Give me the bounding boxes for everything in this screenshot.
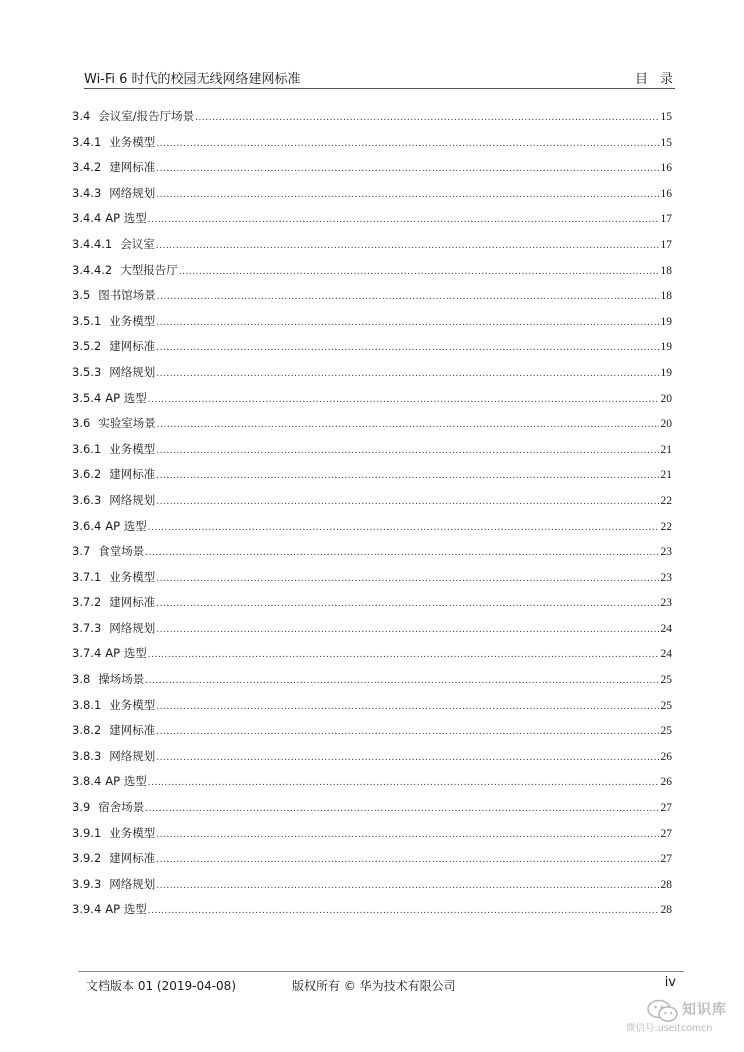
toc-leader [156, 186, 658, 204]
toc-page-number: 27 [660, 802, 672, 815]
toc-page-number: 22 [660, 520, 672, 533]
toc-number: 3.4.2 [72, 160, 102, 175]
toc-number: 3.6.1 [72, 441, 102, 456]
toc-entry[interactable] [72, 261, 672, 287]
toc-number: 3.4 [72, 109, 91, 123]
toc-label: 建网标准 [109, 467, 156, 482]
toc-number: 3.4.4.2 [72, 262, 113, 277]
toc-entry[interactable] [72, 312, 672, 338]
toc-label: 网络规划 [109, 876, 156, 891]
toc-page-number: 18 [660, 264, 672, 277]
toc-leader [156, 851, 658, 869]
toc-number: 3.5.3 [72, 364, 102, 379]
toc-entry[interactable] [72, 542, 672, 568]
toc-page-number: 26 [660, 750, 672, 763]
toc-page-number: 18 [660, 290, 672, 303]
toc-entry[interactable] [72, 619, 672, 645]
toc-entry[interactable] [72, 568, 672, 594]
toc-label: 图书馆场景 [98, 288, 156, 303]
toc-number: 3.5.2 [72, 339, 102, 354]
toc-label: 宿舍场景 [98, 800, 145, 815]
toc-label: 业务模型 [109, 825, 156, 840]
toc-page-number: 23 [660, 546, 672, 559]
toc-entry[interactable] [72, 517, 672, 543]
toc-leader [156, 493, 658, 511]
toc-entry[interactable] [72, 900, 672, 926]
toc-number: 3.7.2 [72, 595, 102, 610]
toc-leader [157, 288, 659, 306]
toc-label: 建网标准 [109, 595, 156, 610]
toc-label: 建网标准 [109, 851, 156, 866]
toc-entry[interactable] [72, 849, 672, 875]
watermark [626, 996, 742, 1036]
toc-leader [145, 544, 658, 562]
toc-leader [148, 211, 659, 229]
toc-page-number: 27 [660, 827, 672, 840]
toc-label: 会议室 [120, 236, 155, 251]
toc-page-number: 25 [660, 674, 672, 687]
toc-number: 3.8.1 [72, 697, 102, 712]
toc-page-number: 22 [660, 494, 672, 507]
toc-leader [156, 723, 658, 741]
toc-number: 3.9 [72, 800, 91, 815]
toc-page-number: 28 [660, 878, 672, 891]
toc-entry[interactable] [72, 465, 672, 491]
toc-number: 3.6 [72, 416, 91, 431]
toc-number: 3.8.2 [72, 723, 102, 738]
toc-number: 3.7.4 [72, 646, 102, 661]
toc-entry[interactable] [72, 209, 672, 235]
toc-leader [156, 570, 658, 588]
table-of-contents [72, 107, 672, 926]
toc-leader [156, 135, 658, 153]
toc-entry[interactable] [72, 158, 672, 184]
toc-leader [195, 109, 658, 127]
toc-leader [156, 314, 658, 332]
toc-number: 3.8.4 [72, 774, 102, 789]
toc-leader [156, 237, 659, 255]
toc-leader [179, 263, 659, 281]
watermark-id: 微信号:useitcomcn [626, 1023, 713, 1034]
toc-label: 操场场景 [98, 672, 145, 687]
page-footer [78, 971, 684, 1000]
toc-label: 网络规划 [109, 748, 156, 763]
toc-leader [156, 698, 658, 716]
toc-number: 3.9.1 [72, 825, 102, 840]
toc-page-number: 17 [660, 213, 672, 226]
toc-page-number: 16 [660, 187, 672, 200]
toc-entry[interactable] [72, 235, 672, 261]
toc-leader [156, 749, 658, 767]
toc-label: AP 选型 [105, 902, 147, 917]
toc-label: 网络规划 [109, 620, 156, 635]
toc-page-number: 25 [660, 725, 672, 738]
watermark-name: 知识库 [682, 1002, 727, 1018]
toc-leader [145, 672, 658, 690]
section-title: 目录 [634, 72, 685, 87]
toc-number: 3.5.4 [72, 390, 102, 405]
toc-page-number: 23 [660, 597, 672, 610]
toc-entry[interactable] [72, 363, 672, 389]
toc-label: 实验室场景 [98, 416, 156, 431]
toc-entry[interactable] [72, 389, 672, 415]
toc-label: 业务模型 [109, 441, 156, 456]
toc-leader [148, 519, 659, 537]
toc-entry[interactable] [72, 414, 672, 440]
toc-label: 大型报告厅 [120, 262, 178, 277]
toc-leader [145, 800, 658, 818]
document-title: Wi-Fi 6 时代的校园无线网络建网标准 [84, 72, 301, 87]
toc-label: 建网标准 [109, 723, 156, 738]
toc-leader [156, 467, 658, 485]
toc-leader [148, 391, 659, 409]
toc-page-number: 19 [660, 341, 672, 354]
toc-label: AP 选型 [105, 390, 147, 405]
toc-leader [156, 339, 658, 357]
toc-entry[interactable] [72, 107, 672, 133]
toc-entry[interactable] [72, 696, 672, 722]
toc-number: 3.4.1 [72, 134, 102, 149]
toc-entry[interactable] [72, 286, 672, 312]
toc-label: 业务模型 [109, 313, 156, 328]
toc-number: 3.5 [72, 288, 91, 303]
toc-leader [157, 416, 659, 434]
toc-label: 网络规划 [109, 185, 156, 200]
toc-page-number: 15 [660, 136, 672, 149]
copyright-notice: 版权所有 © 华为技术有限公司 [292, 979, 456, 993]
toc-leader [148, 646, 659, 664]
toc-number: 3.6.2 [72, 467, 102, 482]
toc-leader [148, 774, 659, 792]
toc-label: AP 选型 [105, 774, 147, 789]
toc-label: 业务模型 [109, 134, 156, 149]
toc-page-number: 20 [660, 418, 672, 431]
toc-number: 3.9.2 [72, 851, 102, 866]
toc-label: 食堂场景 [98, 544, 145, 559]
toc-leader [148, 902, 659, 920]
toc-label: 网络规划 [109, 492, 156, 507]
toc-label: 建网标准 [109, 160, 156, 175]
toc-page-number: 26 [660, 776, 672, 789]
toc-number: 3.6.4 [72, 518, 102, 533]
toc-number: 3.8 [72, 672, 91, 687]
page-number: iv [664, 975, 676, 990]
toc-number: 3.4.4 [72, 211, 102, 226]
toc-entry[interactable] [72, 721, 672, 747]
toc-leader [156, 621, 658, 639]
toc-page-number: 16 [660, 162, 672, 175]
toc-entry[interactable] [72, 670, 672, 696]
toc-number: 3.6.3 [72, 492, 102, 507]
toc-number: 3.9.4 [72, 902, 102, 917]
toc-entry[interactable] [72, 798, 672, 824]
toc-number: 3.4.4.1 [72, 236, 113, 251]
toc-leader [156, 877, 658, 895]
toc-page-number: 24 [660, 622, 672, 635]
toc-number: 3.9.3 [72, 876, 102, 891]
toc-label: AP 选型 [105, 211, 147, 226]
toc-number: 3.5.1 [72, 313, 102, 328]
toc-page-number: 24 [660, 648, 672, 661]
toc-leader [156, 442, 658, 460]
toc-number: 3.7.1 [72, 569, 102, 584]
toc-page-number: 23 [660, 571, 672, 584]
toc-page-number: 19 [660, 315, 672, 328]
toc-entry[interactable] [72, 875, 672, 901]
toc-page-number: 17 [660, 238, 672, 251]
toc-number: 3.7 [72, 544, 91, 559]
toc-entry[interactable] [72, 644, 672, 670]
toc-leader [156, 365, 658, 383]
toc-page-number: 25 [660, 699, 672, 712]
toc-page-number: 20 [660, 392, 672, 405]
toc-page-number: 21 [660, 443, 672, 456]
toc-leader [156, 595, 658, 613]
toc-entry[interactable] [72, 491, 672, 517]
toc-label: 建网标准 [109, 339, 156, 354]
toc-entry[interactable] [72, 184, 672, 210]
toc-number: 3.8.3 [72, 748, 102, 763]
toc-label: 网络规划 [109, 364, 156, 379]
toc-page-number: 27 [660, 853, 672, 866]
toc-label: AP 选型 [105, 646, 147, 661]
toc-entry[interactable] [72, 133, 672, 159]
toc-entry[interactable] [72, 824, 672, 850]
toc-entry[interactable] [72, 440, 672, 466]
page-header [84, 66, 685, 89]
toc-entry[interactable] [72, 337, 672, 363]
toc-label: 业务模型 [109, 697, 156, 712]
toc-page-number: 21 [660, 469, 672, 482]
toc-number: 3.7.3 [72, 620, 102, 635]
toc-number: 3.4.3 [72, 185, 102, 200]
toc-page-number: 28 [660, 904, 672, 917]
toc-leader [156, 160, 658, 178]
toc-page-number: 19 [660, 366, 672, 379]
toc-entry[interactable] [72, 747, 672, 773]
document-version: 文档版本 01 (2019-04-08) [86, 979, 237, 993]
toc-label: 会议室/报告厅场景 [98, 109, 195, 123]
toc-label: AP 选型 [105, 518, 147, 533]
toc-label: 业务模型 [109, 569, 156, 584]
toc-leader [156, 826, 658, 844]
toc-page-number: 15 [660, 111, 672, 123]
toc-entry[interactable] [72, 772, 672, 798]
toc-entry[interactable] [72, 593, 672, 619]
